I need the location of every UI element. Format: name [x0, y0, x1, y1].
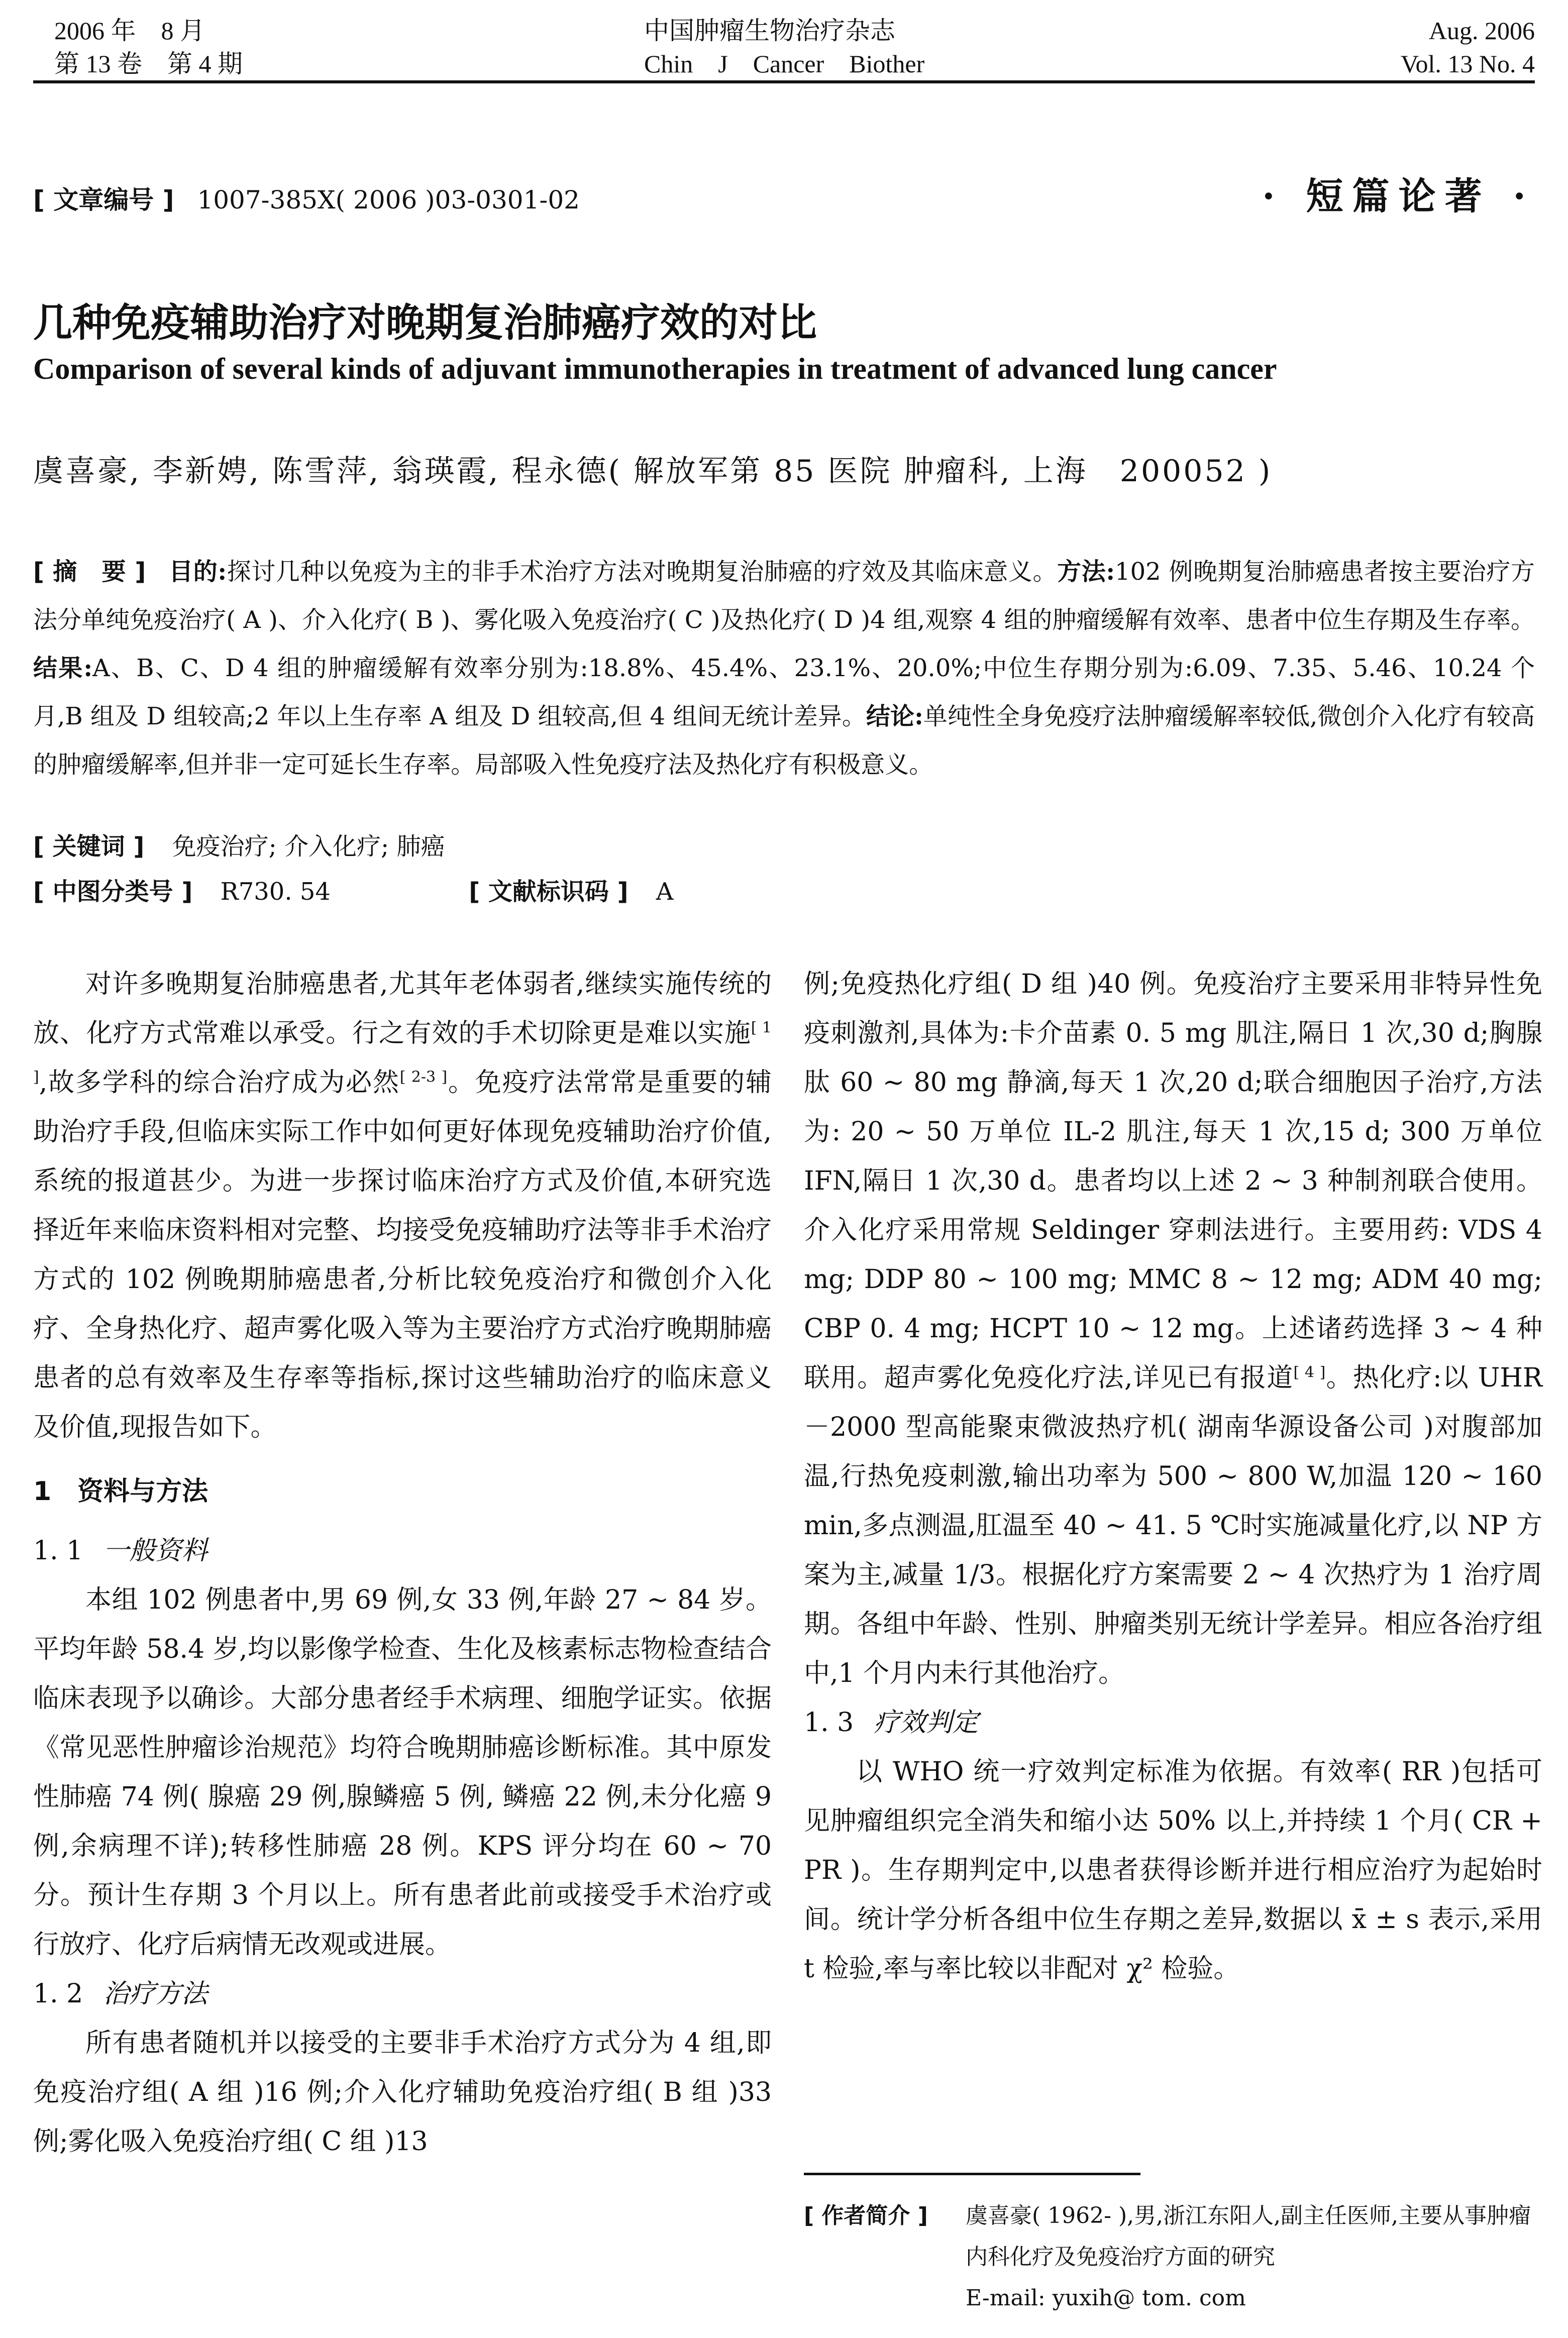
section-heading-1: 1 资料与方法 [33, 1476, 208, 1507]
conclusion-label: 结论: [866, 702, 923, 730]
left-column [33, 960, 772, 2166]
paragraph-treatment-method: 所有患者随机并以接受的主要非手术治疗方式分为 4 组,即免疫治疗组( A 组 )16 例;介入化疗辅助免疫治疗组( B 组 )33 例;雾化吸入免疫治疗组( C 组 )13 [33, 2028, 772, 2157]
header-right [1401, 14, 1535, 80]
ref-4: [ 4 ] [1293, 1363, 1326, 1381]
ref-2-3: [ 2-3 ] [399, 1068, 448, 1086]
header-left [54, 14, 243, 80]
subsection-number: 1. 3 [804, 1708, 854, 1738]
subsection-number: 1. 2 [33, 1979, 83, 2009]
method-text: 102 例晚期复治肺癌患者按主要治疗方法分单纯免疫治疗( A )、介入化疗( B )、雾化吸入免疫治疗( C )及热化疗( D )4 组,观察 4 组的肿瘤缓解有效率、患者中位生存期及生存率。 [33, 558, 1535, 634]
author-note-text: 虞喜豪( 1962- ),男,浙江东阳人,副主任医师,主要从事肿瘤内科化疗及免疫治疗方面的研究 [966, 2203, 1531, 2270]
header-volume-en: Vol. 13 No. 4 [1400, 50, 1535, 78]
treatment-text-a: 例;免疫热化疗组( D 组 )40 例。免疫治疗主要采用非特异性免疫刺激剂,具体为:卡介苗素 0. 5 mg 肌注,隔日 1 次,30 d;胸腺肽 60 ~ 80 mg 静滴,每天 1 次,20 d;联合细胞因子治疗,方法为: 20 ~ 50 万单位 IL-2 肌注,每天 1 次,15 d; 300 万单位 IFN,隔日 1 次,30 d。患者均以上述 2 ~ 3 种制剂联合使用。介入化疗采用常规 Seldinger 穿刺法进行。主要用药: VDS 4 mg; DDP 80 ~ 100 mg; MMC 8 ~ 12 mg; ADM 40 mg; CBP 0. 4 mg; HCPT 10 ~ 12 mg。上述诸药选择 3 ~ 4 种联用。超声雾化免疫化疗法,详见已有报道 [804, 969, 1542, 1393]
title-cn: 几种免疫辅助治疗对晚期复治肺癌疗效的对比 [33, 300, 817, 346]
article-number [33, 180, 580, 216]
author-note [804, 2195, 1537, 2319]
result-label: 结果: [33, 654, 93, 682]
keywords-value: 免疫治疗; 介入化疗; 肺癌 [172, 832, 445, 861]
subsection-title: 疗效判定 [874, 1708, 979, 1738]
paragraph-treatment-continued [804, 960, 1542, 1698]
doc-code-value: A [656, 878, 674, 906]
author-email: E-mail: yuxih@ tom. com [966, 2285, 1246, 2311]
header-date: 2006 年 8 月 [54, 17, 205, 45]
paragraph-efficacy: 以 WHO 统一疗效判定标准为依据。有效率( RR )包括可见肿瘤组织完全消失和缩小达 50% 以上,并持续 1 个月( CR + PR )。生存期判定中,以患者获得诊断并进行相应治疗为起始时间。统计学分析各组中位生存期之差异,数据以 x̄ ± s 表示,采用 t 检验,率与率比较以非配对 χ² 检验。 [804, 1757, 1542, 1984]
keywords [33, 829, 445, 864]
intro-paragraph [33, 960, 772, 1452]
conclusion-text: 单纯性全身免疫疗法肿瘤缓解率较低,微创介入化疗有较高的肿瘤缓解率,但并非一定可延长生存率。局部吸入性免疫疗法及热化疗有积极意义。 [33, 702, 1535, 779]
journal-name-cn: 中国肿瘤生物治疗杂志 [644, 16, 895, 45]
article-number-value: 1007-385X( 2006 )03-0301-02 [197, 185, 580, 215]
abstract [33, 548, 1535, 789]
paragraph-general-data: 本组 102 例患者中,男 69 例,女 33 例,年龄 27 ~ 84 岁。平均年龄 58.4 岁,均以影像学检查、生化及核素标志物检查结合临床表现予以确诊。大部分患者经手术病理、细胞学证实。依据《常见恶性肿瘤诊治规范》均符合晚期肺癌诊断标准。其中原发性肺癌 74 例( 腺癌 29 例,腺鳞癌 5 例, 鳞癌 22 例,未分化癌 9 例,余病理不详);转移性肺癌 28 例。KPS 评分均在 60 ~ 70 分。预计生存期 3 个月以上。所有患者此前或接受手术治疗或行放疗、化疗后病情无改观或进展。 [33, 1585, 772, 1960]
classification-label: [ 中图分类号 ] [33, 878, 193, 906]
method-label: 方法: [1057, 558, 1115, 586]
title-en: Comparison of several kinds of adjuvant immunotherapies in treatment of advanced lung cancer [33, 352, 1277, 385]
author-note-label: [ 作者简介 ] [804, 2203, 928, 2228]
right-column [804, 960, 1542, 1993]
authors: 虞喜豪, 李新娉, 陈雪萍, 翁瑛霞, 程永德( 解放军第 85 医院 肿瘤科, 上海 200052 ) [33, 454, 1273, 489]
subsection-heading-1-2 [33, 1969, 772, 2018]
subsection-heading-1-1 [33, 1526, 772, 1575]
subsection-title: 一般资料 [103, 1536, 208, 1566]
classification-value: R730. 54 [220, 878, 331, 906]
objective-label: 目的: [169, 558, 227, 586]
intro-text-b: ,故多学科的综合治疗成为必然 [39, 1068, 400, 1098]
intro-text-c: 。免疫疗法常常是重要的辅助治疗手段,但临床实际工作中如何更好体现免疫辅助治疗价值,系统的报道甚少。为进一步探讨临床治疗方式及价值,本研究选择近年来临床资料相对完整、均接受免疫辅助疗法等非手术治疗方式的 102 例晚期肺癌患者,分析比较免疫治疗和微创介入化疗、全身热化疗、超声雾化吸入等为主要治疗方式治疗晚期肺癌患者的总有效率及生存率等指标,探讨这些辅助治疗的临床意义及价值,现报告如下。 [33, 1068, 772, 1442]
treatment-text-b: 。热化疗:以 UHR－2000 型高能聚束微波热疗机( 湖南华源设备公司 )对腹部加温,行热免疫刺激,输出功率为 500 ~ 800 W,加温 120 ~ 160 min,多点测温,肛温至 40 ~ 41. 5 ℃时实施减量化疗,以 NP 方案为主,减量 1/3。根据化疗方案需要 2 ~ 4 次热疗为 1 治疗周期。各组中年龄、性别、肿瘤类别无统计学差异。相应各治疗组中,1 个月内未行其他治疗。 [804, 1363, 1543, 1688]
ref-1: [ 1 ] [33, 1019, 772, 1086]
abstract-label: [ 摘 要 ] [33, 558, 146, 586]
result-text: A、B、C、D 4 组的肿瘤缓解有效率分别为:18.8%、45.4%、23.1%、20.0%;中位生存期分别为:6.09、7.35、5.46、10.24 个月,B 组及 D 组较高;2 年以上生存率 A 组及 D 组较高,但 4 组间无统计差异。 [33, 654, 1535, 730]
keywords-label: [ 关键词 ] [33, 832, 145, 861]
header-rule [33, 80, 1535, 83]
header-volume: 第 13 卷 第 4 期 [54, 50, 243, 78]
footnote-rule [804, 2173, 1140, 2175]
subsection-number: 1. 1 [33, 1536, 83, 1566]
header-center [644, 14, 924, 80]
classification [33, 874, 673, 909]
objective-text: 探讨几种以免疫为主的非手术治疗方法对晚期复治肺癌的疗效及其临床意义。 [227, 558, 1058, 586]
section-tag: · 短篇论著 · [1262, 175, 1535, 218]
subsection-title: 治疗方法 [103, 1979, 208, 2009]
article-number-label: [ 文章编号 ] [33, 185, 174, 215]
doc-code-label: [ 文献标识码 ] [469, 878, 629, 906]
subsection-heading-1-3 [804, 1698, 1542, 1747]
intro-text-a: 对许多晚期复治肺癌患者,尤其年老体弱者,继续实施传统的放、化疗方式常难以承受。行之有效的手术切除更是难以实施 [33, 969, 772, 1048]
header-date-en: Aug. 2006 [1428, 17, 1535, 45]
journal-name-en: Chin J Cancer Biother [644, 50, 925, 78]
